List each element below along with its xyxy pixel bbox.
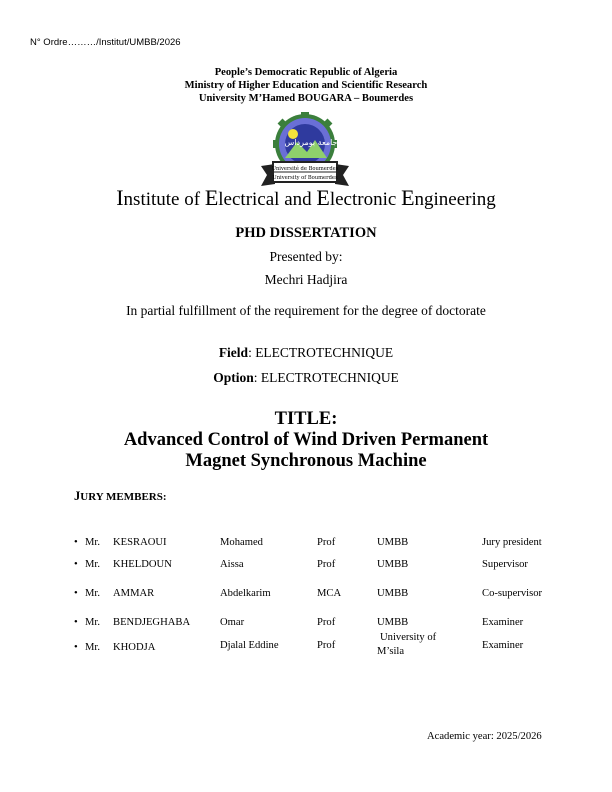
academic-year: Academic year: 2025/2026 bbox=[427, 731, 542, 742]
presented-by-label: Presented by: bbox=[269, 249, 343, 264]
field-label: Field bbox=[218, 345, 249, 360]
header-republic: People’s Democratic Republic of Algeria bbox=[214, 67, 398, 78]
jury-heading: JURY MEMBERS: bbox=[74, 489, 167, 503]
university-logo bbox=[255, 112, 355, 188]
thesis-title bbox=[0, 409, 612, 472]
order-reference: N° Ordre………/Institut/UMBB/2026 bbox=[30, 37, 181, 48]
header-ministry: Ministry of Higher Education and Scientific Research bbox=[184, 80, 428, 91]
author-name: Mechri Hadjira bbox=[264, 272, 348, 287]
logo-text-fr: Université de Boumerdes bbox=[271, 166, 339, 172]
title-label: TITLE: bbox=[274, 409, 338, 429]
field-line bbox=[0, 345, 612, 361]
option-label: Option bbox=[213, 370, 254, 385]
degree-statement: In partial fulfillment of the requirement for the degree of doctorate bbox=[126, 303, 486, 318]
field-value: : ELECTROTECHNIQUE bbox=[248, 345, 394, 360]
option-value: : ELECTROTECHNIQUE bbox=[253, 370, 399, 385]
title-line-2: Magnet Synchronous Machine bbox=[185, 451, 427, 471]
institute-name: Institute of Electrical and Electronic Engineering bbox=[116, 185, 496, 210]
logo-text-en: University of Boumerdes bbox=[272, 175, 338, 181]
option-line bbox=[0, 370, 612, 386]
title-line-1: Advanced Control of Wind Driven Permanent bbox=[123, 430, 489, 450]
header-university: University M’Hamed BOUGARA – Boumerdes bbox=[198, 93, 414, 104]
logo-arabic-text: جامعة بومرداس bbox=[284, 138, 338, 147]
dissertation-type: PHD DISSERTATION bbox=[235, 225, 377, 241]
